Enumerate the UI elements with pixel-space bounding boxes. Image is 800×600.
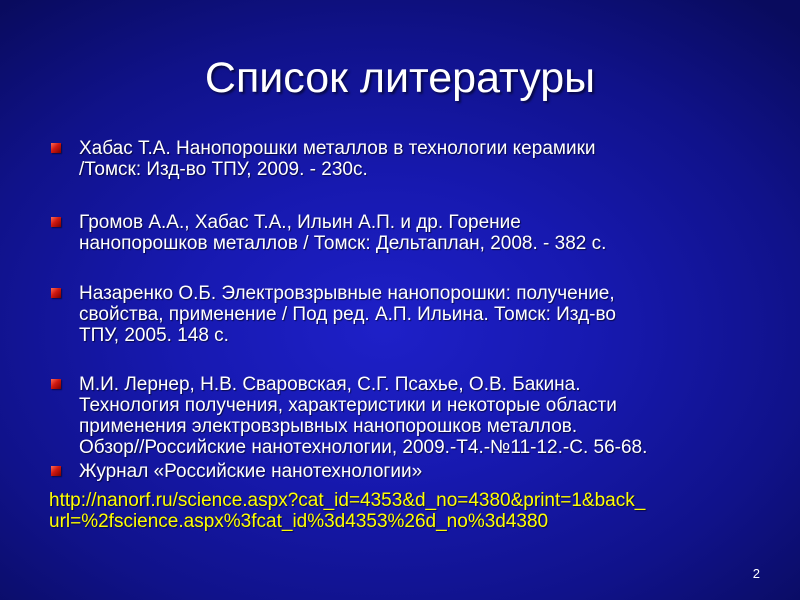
reference-text: Назаренко О.Б. Электровзрывные нанопорошки: получение, свойства, применение / Под ред. А.П. Ильина. Томск: Изд-во ТПУ, 2005. 148 с. [79,283,616,346]
reference-text: М.И. Лернер, Н.В. Сваровская, С.Г. Псахье, О.В. Бакина. Технология получения, характеристики и некоторые области применения электровзрывных нанопорошков металлов. Обзор//Российские нанотехнологии, 2009.-Т4.-№11-12.-С. 56-68. [79,374,648,458]
reference-item [79,461,769,482]
reference-text: Хабас Т.А. Нанопорошки металлов в технологии керамики /Томск: Изд-во ТПУ, 2009. - 230с. [79,138,596,180]
reference-item [79,138,769,180]
red-square-bullet-icon [51,379,61,389]
reference-text: Журнал «Российские нанотехнологии» [79,461,423,482]
reference-text: Громов А.А., Хабас Т.А., Ильин А.П. и др. Горение нанопорошков металлов / Томск: Дельтаплан, 2008. - 382 с. [79,212,607,254]
slide-number: 2 [752,566,760,581]
red-square-bullet-icon [51,143,61,153]
red-square-bullet-icon [51,288,61,298]
reference-item [79,283,769,346]
red-square-bullet-icon [51,466,61,476]
slide-title: Список литературы [204,54,596,102]
reference-item [79,212,769,254]
reference-item [79,374,769,458]
reference-link[interactable]: http://nanorf.ru/science.aspx?cat_id=4353&d_no=4380&print=1&back_ url=%2fscience.aspx%3fcat_id%3d4353%26d_no%3d4380 [49,490,646,532]
red-square-bullet-icon [51,217,61,227]
